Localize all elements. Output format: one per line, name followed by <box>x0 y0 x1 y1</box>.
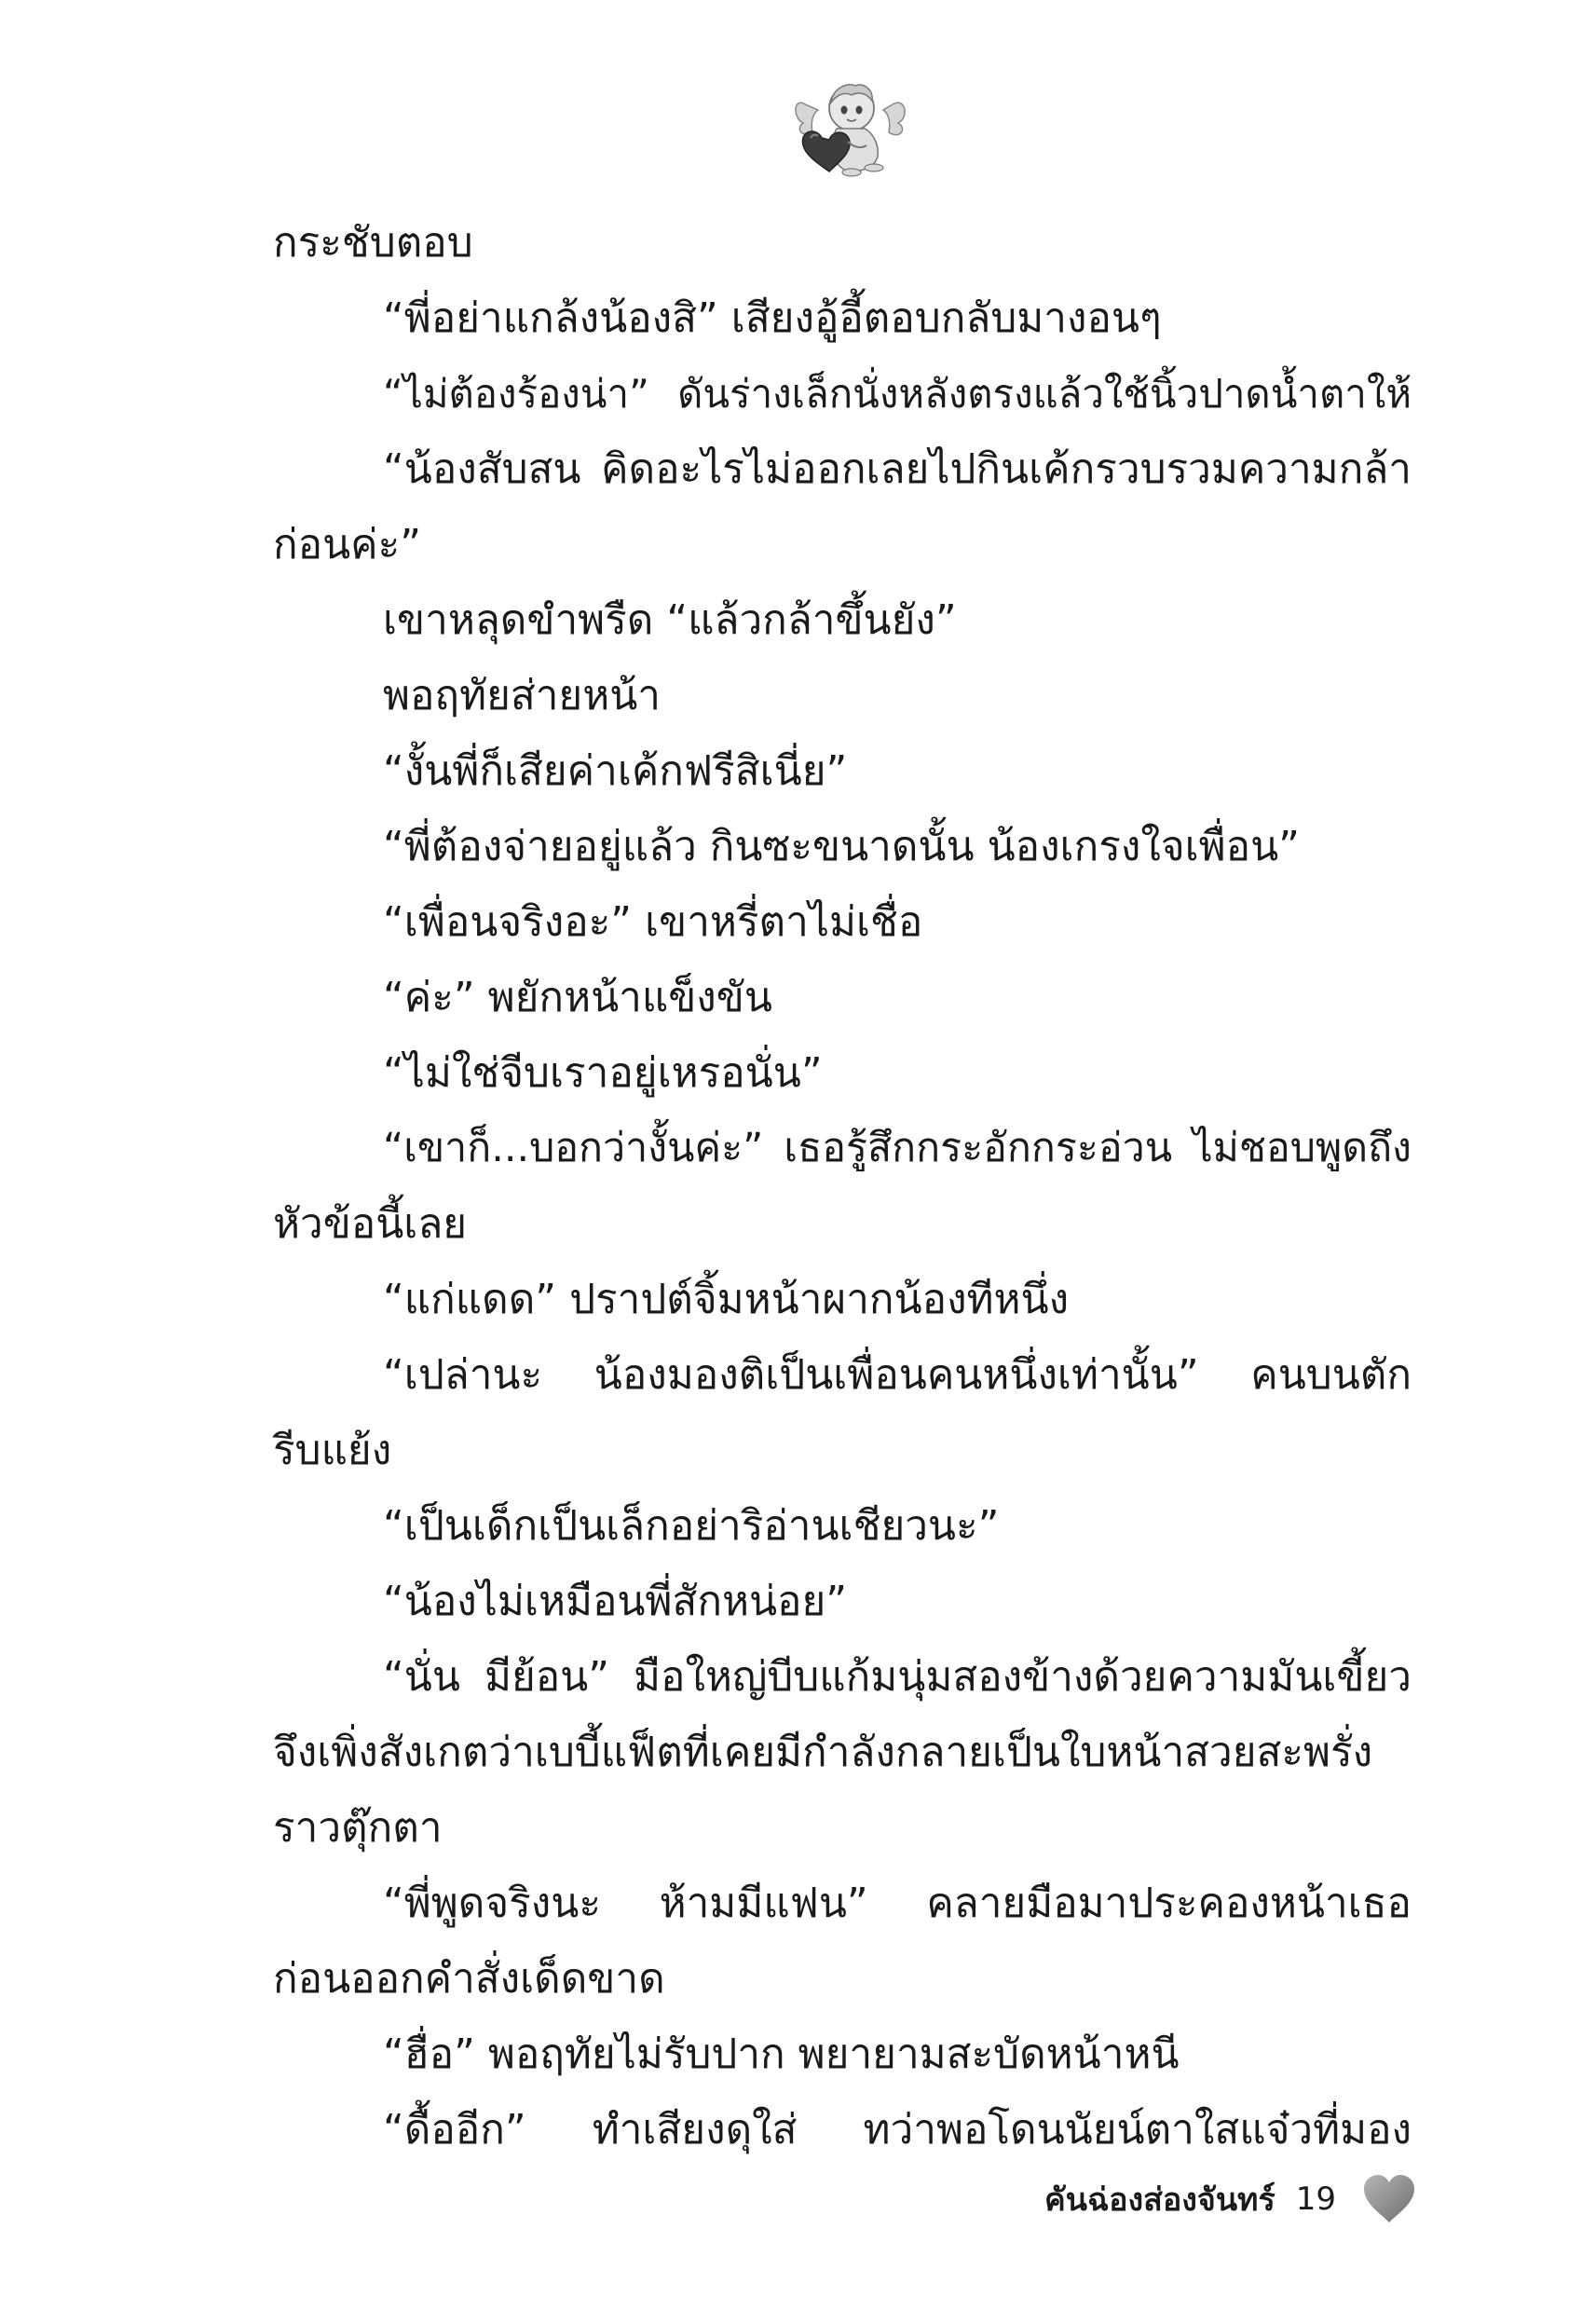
text-line: ก่อนค่ะ” <box>273 521 422 568</box>
cherub-with-heart-icon <box>788 76 919 179</box>
text-line: เขาหลุดขำพรืด “แล้วกล้าขึ้นยัง” <box>383 596 957 644</box>
text-line: “พี่ต้องจ่ายอยู่แล้ว กินซะขนาดนั้น น้องเกรงใจเพื่อน” <box>383 823 1300 870</box>
text-line: กระชับตอบ <box>273 219 473 267</box>
text-line: จึงเพิ่งสังเกตว่าเบบี้แฟ็ตที่เคยมีกำลังกลายเป็นใบหน้าสวยสะพรั่ง <box>273 1729 1373 1776</box>
text-line: พอฤทัยส่ายหน้า <box>383 672 661 719</box>
text-line: “ดื้ออีก” ทำเสียงดุใส่ ทว่าพอโดนนัยน์ตาใสแจ๋วที่มอง <box>383 2106 1412 2154</box>
book-title: คันฉ่องส่องจันทร์ <box>1044 2181 1275 2219</box>
text-line: “เป็นเด็กเป็นเล็กอย่าริอ่านเชียวนะ” <box>383 1502 1000 1550</box>
text-line: หัวข้อนี้เลย <box>273 1200 468 1248</box>
text-line: “เปล่านะ น้องมองติเป็นเพื่อนคนหนึ่งเท่านั้น” คนบนตัก <box>383 1351 1412 1399</box>
text-line: “น้องสับสน คิดอะไรไม่ออกเลยไปกินเค้กรวบรวมความกล้า <box>383 445 1412 493</box>
text-line: “พี่อย่าแกล้งน้องสิ” เสียงอู้อี้ตอบกลับมางอนๆ <box>383 294 1162 342</box>
text-line: “พี่พูดจริงนะ ห้ามมีแฟน” คลายมือมาประคองหน้าเธอ <box>383 1880 1412 1927</box>
heart-icon <box>1362 2174 1416 2224</box>
text-line: “งั้นพี่ก็เสียค่าเค้กฟรีสิเนี่ย” <box>383 747 848 795</box>
text-line: “เขาก็...บอกว่างั้นค่ะ” เธอรู้สึกกระอักกระอ่วน ไม่ชอบพูดถึง <box>383 1125 1412 1171</box>
text-line: ราวตุ๊กตา <box>273 1804 443 1852</box>
text-line: “ไม่ใช่จีบเราอยู่เหรอนั่น” <box>383 1049 823 1097</box>
text-line: “น้องไม่เหมือนพี่สักหน่อย” <box>383 1578 848 1625</box>
page-footer <box>988 2171 1416 2227</box>
text-line: ก่อนออกคำสั่งเด็ดขาด <box>273 1955 665 2003</box>
text-line: รีบแย้ง <box>273 1427 392 1474</box>
page-number: 19 <box>1295 2181 1336 2218</box>
body-text <box>273 205 1412 2167</box>
text-line: “แก่แดด” ปราปต์จิ้มหน้าผากน้องทีหนึ่ง <box>383 1276 1070 1323</box>
text-line: “นั่น มีย้อน” มือใหญ่บีบแก้มนุ่มสองข้างด้วยความมันเขี้ยว <box>383 1653 1412 1701</box>
text-line: “ไม่ต้องร้องน่า” ดันร่างเล็กนั่งหลังตรงแล้วใช้นิ้วปาดน้ำตาให้ <box>383 371 1412 417</box>
text-line: “เพื่อนจริงอะ” เขาหรี่ตาไม่เชื่อ <box>383 898 923 946</box>
text-line: “ค่ะ” พยักหน้าแข็งขัน <box>383 974 772 1021</box>
text-line: “ฮื่อ” พอฤทัยไม่รับปาก พยายามสะบัดหน้าหนี <box>383 2031 1180 2078</box>
